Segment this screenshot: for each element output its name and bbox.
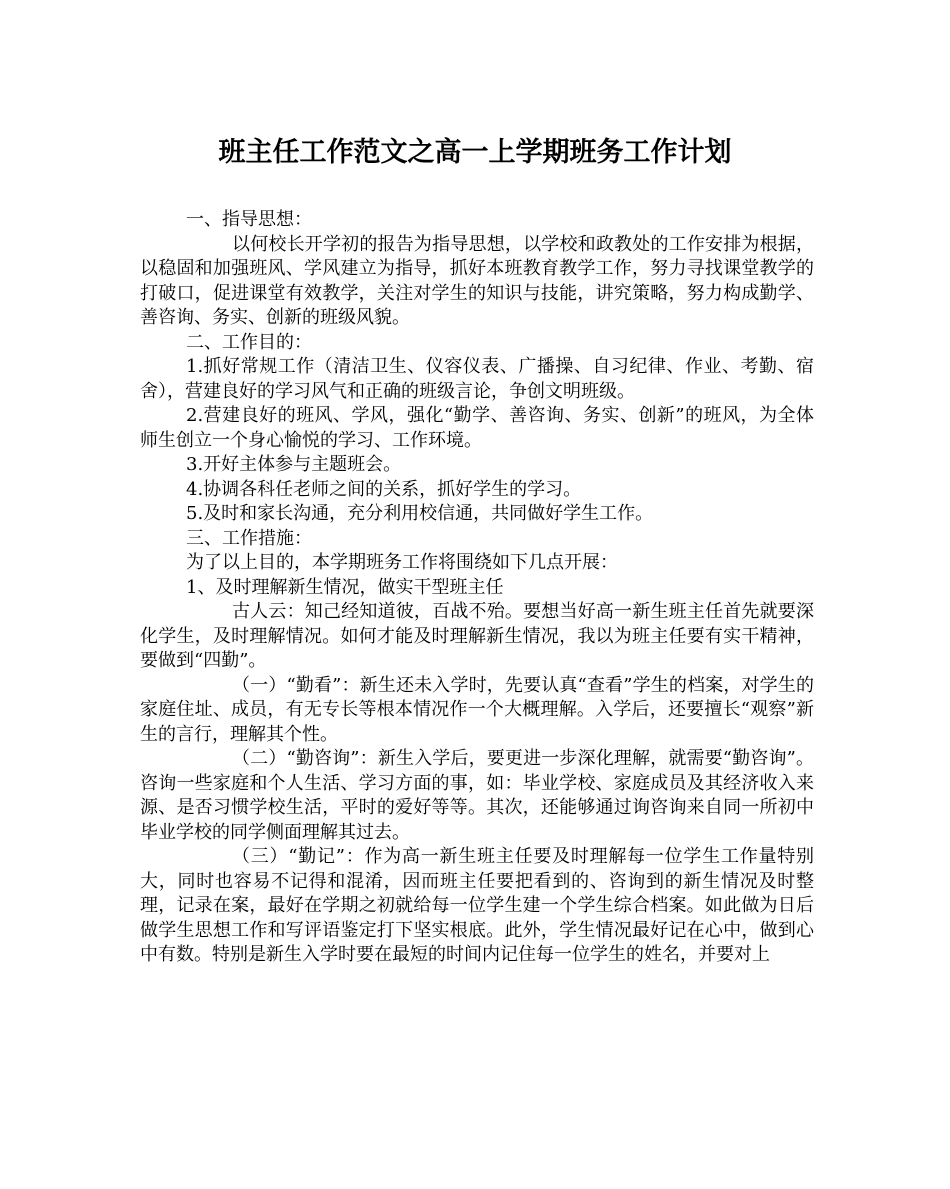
paragraph: 5.及时和家长沟通，充分利用校信通，共同做好学生工作。	[186, 503, 654, 524]
paragraph: 古人云：知己经知道彼，百战不殆。要想当好高一新生班主任首先就要深化学生，及时理解情况。如何才能及时理解新生情况，我以为班主任要有实干精神，要做到“四勤”。	[140, 601, 814, 671]
paragraph: 1、及时理解新生情况，做实干型班主任	[186, 576, 504, 598]
paragraph: （一）“勤看”：新生还未入学时，先要认真“查看”学生的档案，对学生的家庭住址、成员，有无专长等根本情况作一个大概理解。入学后，还要擅长“观察”新生的言行，理解其个性。	[140, 674, 814, 745]
paragraph: 1.抓好常规工作（清洁卫生、仪容仪表、广播操、自习纪律、作业、考勤、宿舍），营建良好的学习风气和正确的班级言论，争创文明班级。	[140, 356, 814, 402]
document-title: 班主任工作范文之高一上学期班务工作计划	[218, 137, 732, 168]
paragraph: 二、工作目的：	[186, 331, 312, 353]
paragraph: 以何校长开学初的报告为指导思想，以学校和政教处的工作安排为根据，以稳固和加强班风、学风建立为指导，抓好本班教育教学工作，努力寻找课堂教学的打破口，促进课堂有效教学，关注对学生的知识与技能，讲究策略，努力构成勤学、善咨询、务实、创新的班级风貌。	[140, 233, 814, 328]
paragraph: 为了以上目的，本学期班务工作将围绕如下几点开展：	[186, 552, 618, 573]
paragraph: 三、工作措施：	[186, 527, 312, 549]
paragraph: 3.开好主体参与主题班会。	[186, 454, 402, 475]
paragraph: （三）“勤记”：作为高一新生班主任要及时理解每一位学生工作量特别大，同时也容易不记得和混淆，因而班主任要把看到的、咨询到的新生情况及时整理，记录在案，最好在学期之初就给每一位学生建一个学生综合档案。如此做为日后做学生思想工作和写评语鉴定打下坚实根底。此外，学生情况最好记在心中，做到心中有数。特别是新生入学时要在最短的时间内记住每一位学生的姓名，并要对上	[140, 846, 814, 965]
document-body	[140, 208, 814, 968]
paragraph: （二）“勤咨询”：新生入学后，要更进一步深化理解，就需要“勤咨询”。咨询一些家庭和个人生活、学习方面的事，如：毕业学校、家庭成员及其经济收入来源、是否习惯学校生活，平时的爱好等等。其次，还能够通过询咨询来自同一所初中毕业学校的同学侧面理解其过去。	[140, 748, 814, 843]
paragraph: 一、指导思想：	[186, 209, 312, 230]
paragraph: 2.营建良好的班风、学风，强化“勤学、善咨询、务实、创新”的班风，为全体师生创立一个身心愉悦的学习、工作环境。	[140, 405, 814, 451]
paragraph: 4.协调各科任老师之间的关系，抓好学生的学习。	[186, 478, 582, 500]
